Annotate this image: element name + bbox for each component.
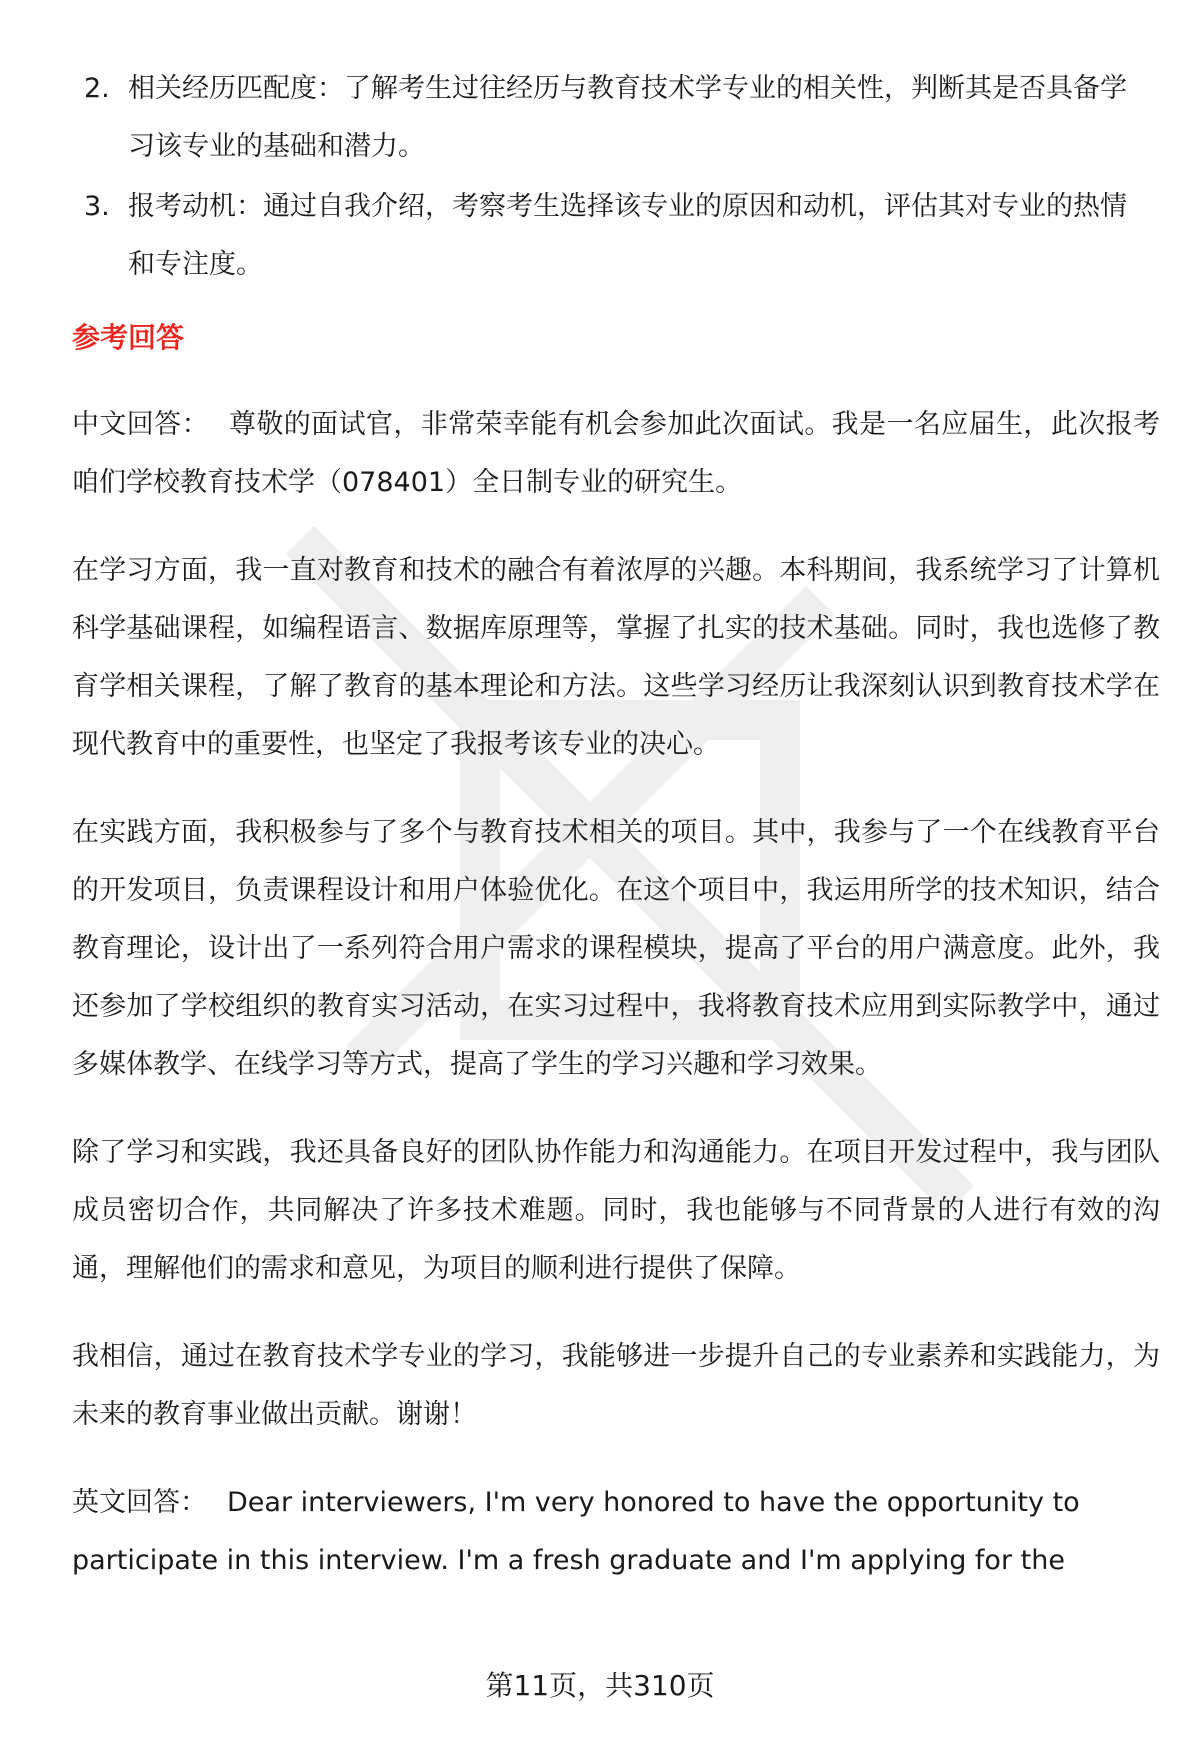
criteria-list: [72, 60, 1152, 296]
answer-content: [72, 396, 1160, 1620]
paragraph: 除了学习和实践，我还具备良好的团队协作能力和沟通能力。在项目开发过程中，我与团队成员密切合作，共同解决了许多技术难题。同时，我也能够与不同背景的人进行有效的沟通，理解他们的需求和意见，为项目的顺利进行提供了保障。: [72, 1137, 1160, 1284]
list-item-number: 2.: [84, 73, 110, 104]
paragraph: 我相信，通过在教育技术学专业的学习，我能够进一步提升自己的专业素养和实践能力，为未来的教育事业做出贡献。谢谢！: [72, 1341, 1160, 1430]
paragraph: 在学习方面，我一直对教育和技术的融合有着浓厚的兴趣。本科期间，我系统学习了计算机科学基础课程，如编程语言、数据库原理等，掌握了扎实的技术基础。同时，我也选修了教育学相关课程，了解了教育的基本理论和方法。这些学习经历让我深刻认识到教育技术学在现代教育中的重要性，也坚定了我报考该专业的决心。: [72, 555, 1160, 760]
list-item: [72, 178, 1152, 294]
page-number-footer: 第11页，共310页: [485, 1669, 715, 1702]
paragraph: 在实践方面，我积极参与了多个与教育技术相关的项目。其中，我参与了一个在线教育平台的开发项目，负责课程设计和用户体验优化。在这个项目中，我运用所学的技术知识，结合教育理论，设计出了一系列符合用户需求的课程模块，提高了平台的用户满意度。此外，我还参加了学校组织的教育实习活动，在实习过程中，我将教育技术应用到实际教学中，通过多媒体教学、在线学习等方式，提高了学生的学习兴趣和学习效果。: [72, 817, 1160, 1080]
list-item-number: 3.: [84, 191, 110, 222]
english-answer-label: 英文回答：: [72, 1487, 207, 1518]
chinese-answer-intro: [72, 396, 1160, 512]
english-answer-text: Dear interviewers, I'm very honored to have the opportunity to participate in this interview. I'm a fresh graduate and I'm applying for the: [72, 1487, 1080, 1576]
list-item-text: 报考动机：通过自我介绍，考察考生选择该专业的原因和动机，评估其对专业的热情和专注度。: [128, 191, 1127, 280]
list-item-text: 相关经历匹配度：了解考生过往经历与教育技术学专业的相关性，判断其是否具备学习该专业的基础和潜力。: [128, 73, 1127, 162]
chinese-answer-label: 中文回答：: [72, 409, 209, 440]
list-item: [72, 60, 1152, 176]
english-answer: [72, 1474, 1160, 1590]
section-heading: 参考回答: [72, 321, 185, 354]
chinese-answer-intro-text: 尊敬的面试官，非常荣幸能有机会参加此次面试。我是一名应届生，此次报考咱们学校教育技术学（078401）全日制专业的研究生。: [72, 409, 1161, 498]
